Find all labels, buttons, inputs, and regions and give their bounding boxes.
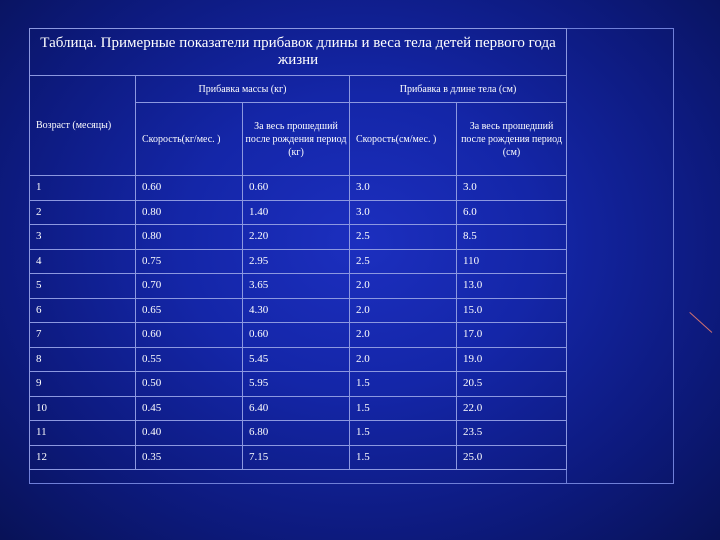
cell-mass-speed: 0.70 (136, 274, 243, 299)
table-row (30, 176, 567, 201)
cell-len-total: 6.0 (457, 200, 567, 225)
cell-mass-total: 3.65 (243, 274, 350, 299)
cell-mass-speed: 0.80 (136, 225, 243, 250)
cell-mass-total: 6.80 (243, 421, 350, 446)
cell-mass-speed: 0.55 (136, 347, 243, 372)
cell-age: 11 (30, 421, 136, 446)
cell-mass-speed: 0.35 (136, 445, 243, 470)
cell-age: 9 (30, 372, 136, 397)
header-mass-speed: Скорость(кг/мес. ) (136, 103, 243, 176)
cell-age: 4 (30, 249, 136, 274)
cell-mass-speed: 0.65 (136, 298, 243, 323)
cell-len-total: 3.0 (457, 176, 567, 201)
cell-len-total: 20.5 (457, 372, 567, 397)
growth-table (29, 28, 567, 470)
cell-age: 8 (30, 347, 136, 372)
header-group-mass: Прибавка массы (кг) (136, 76, 350, 103)
cell-mass-speed: 0.50 (136, 372, 243, 397)
cell-len-speed: 2.0 (350, 298, 457, 323)
cell-mass-total: 0.60 (243, 176, 350, 201)
cell-len-total: 110 (457, 249, 567, 274)
cell-mass-total: 0.60 (243, 323, 350, 348)
table-title: Таблица. Примерные показатели прибавок длины и веса тела детей первого года жизни (30, 29, 567, 76)
table-row (30, 372, 567, 397)
cell-mass-speed: 0.45 (136, 396, 243, 421)
table-row (30, 323, 567, 348)
table-row (30, 249, 567, 274)
header-length-total: За весь прошедший после рождения период (см) (457, 103, 567, 176)
cell-mass-total: 6.40 (243, 396, 350, 421)
cell-len-speed: 1.5 (350, 396, 457, 421)
cell-len-total: 15.0 (457, 298, 567, 323)
cell-len-total: 13.0 (457, 274, 567, 299)
cell-age: 6 (30, 298, 136, 323)
cell-len-speed: 1.5 (350, 445, 457, 470)
header-length-speed: Скорость(см/мес. ) (350, 103, 457, 176)
cell-len-speed: 3.0 (350, 200, 457, 225)
table-row (30, 421, 567, 446)
cell-age: 3 (30, 225, 136, 250)
cell-len-total: 17.0 (457, 323, 567, 348)
cell-mass-total: 2.95 (243, 249, 350, 274)
header-group-length: Прибавка в длине тела (см) (350, 76, 567, 103)
table-row (30, 396, 567, 421)
cell-len-total: 22.0 (457, 396, 567, 421)
cell-age: 5 (30, 274, 136, 299)
cell-len-speed: 2.0 (350, 274, 457, 299)
cell-len-speed: 2.0 (350, 347, 457, 372)
cell-len-speed: 2.5 (350, 225, 457, 250)
cell-mass-speed: 0.40 (136, 421, 243, 446)
cell-mass-speed: 0.80 (136, 200, 243, 225)
cell-mass-speed: 0.75 (136, 249, 243, 274)
table-row (30, 298, 567, 323)
cell-len-total: 8.5 (457, 225, 567, 250)
cell-age: 10 (30, 396, 136, 421)
table-body (30, 176, 567, 470)
table-row (30, 274, 567, 299)
cell-len-total: 23.5 (457, 421, 567, 446)
cell-mass-total: 1.40 (243, 200, 350, 225)
table-row (30, 200, 567, 225)
cell-len-speed: 1.5 (350, 372, 457, 397)
table-row (30, 225, 567, 250)
cell-age: 1 (30, 176, 136, 201)
table-row (30, 445, 567, 470)
cell-age: 2 (30, 200, 136, 225)
cell-len-speed: 1.5 (350, 421, 457, 446)
header-age: Возраст (месяцы) (30, 76, 136, 176)
cell-len-total: 25.0 (457, 445, 567, 470)
cell-mass-total: 2.20 (243, 225, 350, 250)
cell-age: 12 (30, 445, 136, 470)
cell-len-speed: 2.0 (350, 323, 457, 348)
empty-right-column (566, 28, 674, 484)
cell-len-speed: 3.0 (350, 176, 457, 201)
cell-mass-total: 7.15 (243, 445, 350, 470)
cell-mass-speed: 0.60 (136, 323, 243, 348)
cell-mass-speed: 0.60 (136, 176, 243, 201)
cell-mass-total: 5.95 (243, 372, 350, 397)
cell-len-total: 19.0 (457, 347, 567, 372)
table-row (30, 347, 567, 372)
cell-len-speed: 2.5 (350, 249, 457, 274)
decorative-line (689, 312, 712, 333)
cell-age: 7 (30, 323, 136, 348)
cell-mass-total: 5.45 (243, 347, 350, 372)
header-mass-total: За весь прошедший после рождения период (кг) (243, 103, 350, 176)
cell-mass-total: 4.30 (243, 298, 350, 323)
